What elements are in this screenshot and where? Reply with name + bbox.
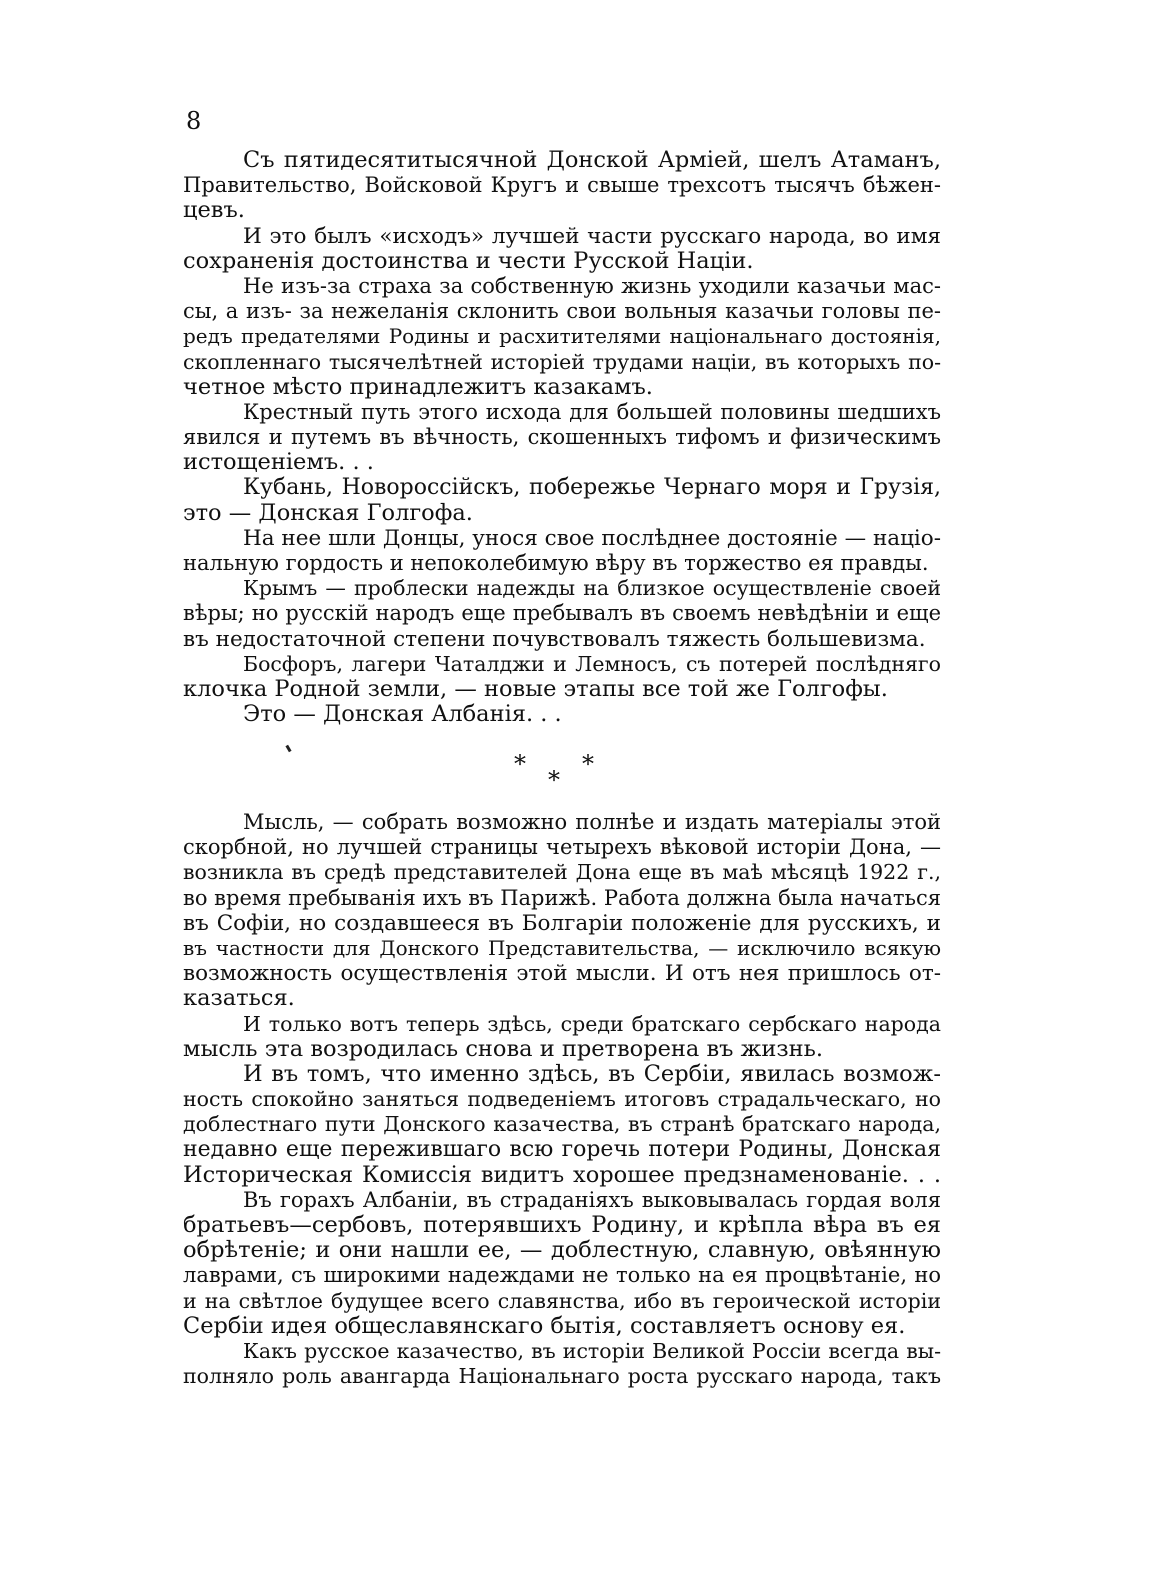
- text-line: нальную гордость и непоколебимую вѣру въ торжество ея правды.: [183, 551, 929, 575]
- text-line: въ недостаточной степени почувствовалъ тяжесть большевизма.: [183, 626, 926, 652]
- text-line: недавно еще пережившаго всю горечь потери Родины, Донская: [183, 1137, 941, 1163]
- text-line: явился и путемъ въ вѣчность, скошенныхъ тифомъ и физическимъ: [183, 425, 941, 450]
- text-line: Историческая Комиссія видитъ хорошее предзнаменованіе. . .: [183, 1162, 941, 1188]
- paragraph-section-1: [183, 148, 941, 727]
- text-line: четное мѣсто принадлежитъ казакамъ.: [183, 374, 653, 400]
- ink-mark: [285, 745, 291, 753]
- text-line: возникла въ средѣ представителей Дона еще въ маѣ мѣсяцѣ 1922 г.,: [183, 860, 941, 885]
- text-line: мысль эта возродилась снова и претворена въ жизнь.: [183, 1036, 823, 1062]
- text-line: вѣры; но русскій народъ еще пребывалъ въ своемъ невѣдѣніи и еще: [183, 601, 941, 626]
- text-line: редъ предателями Родины и расхитителями національнаго достоянія,: [183, 324, 941, 349]
- section-separator: [510, 752, 610, 792]
- text-line: Въ горахъ Албаніи, въ страданіяхъ выковывалась гордая воля: [243, 1187, 941, 1212]
- text-line: клочка Родной земли, — новые этапы все той же Голгофы.: [183, 676, 888, 702]
- text-line: казаться.: [183, 986, 295, 1012]
- text-line: Мысль, — собрать возможно полнѣе и издать матеріалы этой: [243, 810, 941, 834]
- text-line: скорбной, но лучшей страницы четырехъ вѣковой исторіи Дона, —: [183, 835, 941, 860]
- text-line: и на свѣтлое будущее всего славянства, ибо въ героической исторіи: [183, 1288, 941, 1313]
- text-line: скопленнаго тысячелѣтней исторіей трудами націи, въ которыхъ по-: [183, 349, 941, 374]
- page-number: 8: [186, 107, 202, 135]
- asterisk-2: *: [582, 750, 594, 778]
- text-line: доблестнаго пути Донского казачества, въ странѣ братскаго народа,: [183, 1112, 941, 1137]
- text-line: Босфоръ, лагери Чаталджи и Лемносъ, съ потерей послѣдняго: [243, 651, 941, 676]
- text-line: На нее шли Донцы, унося свое послѣднее достояніе — націо-: [243, 525, 941, 551]
- text-line: Правительство, Войсковой Кругъ и свыше трехсотъ тысячъ бѣжен-: [183, 173, 941, 198]
- text-line: И въ томъ, что именно здѣсь, въ Сербіи, явилась возмож-: [243, 1061, 941, 1087]
- text-line: Кубань, Новороссійскъ, побережье Чернаго моря и Грузія,: [243, 475, 941, 501]
- text-line: истощеніемъ. . .: [183, 450, 374, 476]
- text-line: И это былъ «исходъ» лучшей части русскаго народа, во имя: [243, 223, 941, 249]
- text-line: во время пребыванія ихъ въ Парижѣ. Работа должна была начаться: [183, 885, 941, 910]
- text-line: въ частности для Донского Представительства, — исключило всякую: [183, 935, 941, 960]
- text-line: цевъ.: [183, 198, 245, 224]
- text-line: Не изъ-за страха за собственную жизнь уходили казачьи мас-: [243, 273, 941, 298]
- text-line: братьевъ—сербовъ, потерявшихъ Родину, и крѣпла вѣра въ ея: [183, 1213, 941, 1238]
- text-line: возможность осуществленія этой мысли. И отъ нея пришлось от-: [183, 961, 941, 987]
- text-line: сы, а изъ- за нежеланія склонить свои вольныя казачьи головы пе-: [183, 299, 941, 324]
- text-line: сохраненія достоинства и чести Русской Націи.: [183, 248, 754, 274]
- text-line: полняло роль авангарда Національнаго роста русскаго народа, такъ: [183, 1364, 941, 1389]
- text-line: Крымъ — проблески надежды на близкое осуществленіе своей: [243, 576, 941, 601]
- text-line: ность спокойно заняться подведеніемъ итоговъ страдальческаго, но: [183, 1087, 941, 1112]
- text-line: И только вотъ теперь здѣсь, среди братскаго сербскаго народа: [243, 1011, 941, 1036]
- text-line: Сербіи идея общеславянскаго бытія, составляетъ основу ея.: [183, 1313, 906, 1339]
- text-line: въ Софіи, но создавшееся въ Болгаріи положеніе для русскихъ, и: [183, 910, 941, 936]
- text-line: это — Донская Голгофа.: [183, 500, 473, 526]
- paragraph-section-2: [183, 810, 941, 1389]
- text-line: обрѣтеніе; и они нашли ее, — доблестную, славную, овѣянную: [183, 1238, 941, 1264]
- text-line: Крестный путь этого исхода для большей половины шедшихъ: [243, 399, 941, 424]
- asterisk-1: *: [514, 750, 526, 778]
- text-line: Это — Донская Албанія. . .: [243, 702, 562, 728]
- asterisk-3: *: [548, 766, 560, 794]
- text-line: Съ пятидесятитысячной Донской Арміей, шелъ Атаманъ,: [243, 148, 941, 173]
- text-line: Какъ русское казачество, въ исторіи Великой Россіи всегда вы-: [243, 1338, 941, 1363]
- text-line: лаврами, съ широкими надеждами не только на ея процвѣтаніе, но: [183, 1263, 941, 1288]
